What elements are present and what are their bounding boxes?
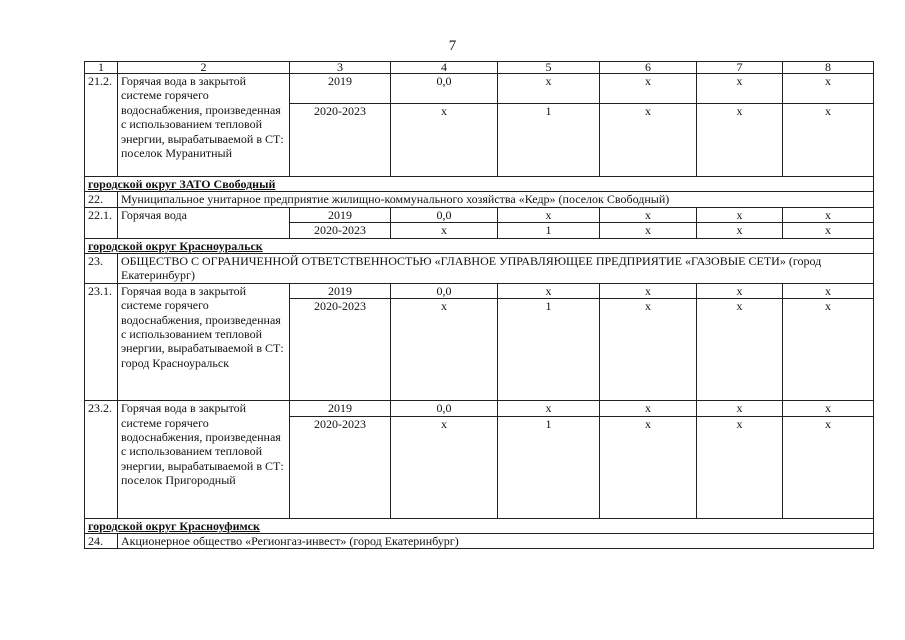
value-cell: 0,0 bbox=[391, 207, 498, 222]
row-number: 22. bbox=[85, 192, 118, 207]
value-cell: х bbox=[600, 283, 697, 298]
value-cell: х bbox=[600, 416, 697, 518]
period-cell: 2019 bbox=[290, 401, 391, 416]
service-description: Горячая вода в закрытой системе горячего водоснабжения, произведенная с использованием тепловой энергии, вырабатываемой в СТ: город Красноуральск bbox=[118, 283, 290, 400]
value-cell: 1 bbox=[498, 416, 600, 518]
value-cell: х bbox=[498, 74, 600, 104]
value-cell: х bbox=[697, 223, 783, 238]
org-row bbox=[85, 192, 874, 207]
row-number: 23.1. bbox=[85, 283, 118, 400]
period-cell: 2020-2023 bbox=[290, 104, 391, 177]
value-cell: х bbox=[697, 299, 783, 401]
value-cell: 1 bbox=[498, 223, 600, 238]
value-cell: х bbox=[697, 416, 783, 518]
row-number: 23. bbox=[85, 254, 118, 284]
section-row bbox=[85, 238, 874, 253]
value-cell: х bbox=[697, 207, 783, 222]
period-cell: 2019 bbox=[290, 207, 391, 222]
column-number-row bbox=[85, 62, 874, 74]
org-row bbox=[85, 534, 874, 549]
col-header-2: 2 bbox=[118, 62, 290, 74]
organization-name: Акционерное общество «Регионгаз-инвест» (город Екатеринбург) bbox=[118, 534, 874, 549]
period-cell: 2019 bbox=[290, 74, 391, 104]
value-cell: х bbox=[600, 207, 697, 222]
value-cell: х bbox=[391, 104, 498, 177]
value-cell: х bbox=[783, 416, 874, 518]
service-description: Горячая вода bbox=[118, 207, 290, 238]
section-title: городской округ Красноуфимск bbox=[85, 518, 874, 533]
service-description: Горячая вода в закрытой системе горячего водоснабжения, произведенная с использованием тепловой энергии, вырабатываемой в СТ: поселок Пригородный bbox=[118, 401, 290, 518]
org-row bbox=[85, 254, 874, 284]
table-row bbox=[85, 207, 874, 222]
value-cell: х bbox=[391, 223, 498, 238]
value-cell: х bbox=[697, 104, 783, 177]
organization-name: ОБЩЕСТВО С ОГРАНИЧЕННОЙ ОТВЕТСТВЕННОСТЬЮ «ГЛАВНОЕ УПРАВЛЯЮЩЕЕ ПРЕДПРИЯТИЕ «ГАЗОВЫЕ СЕТИ» (город Екатеринбург) bbox=[118, 254, 874, 284]
col-header-8: 8 bbox=[783, 62, 874, 74]
value-cell: х bbox=[697, 74, 783, 104]
col-header-7: 7 bbox=[697, 62, 783, 74]
section-row bbox=[85, 518, 874, 533]
value-cell: х bbox=[697, 283, 783, 298]
col-header-4: 4 bbox=[391, 62, 498, 74]
value-cell: х bbox=[391, 299, 498, 401]
section-row bbox=[85, 177, 874, 192]
col-header-1: 1 bbox=[85, 62, 118, 74]
value-cell: х bbox=[783, 223, 874, 238]
table-row bbox=[85, 74, 874, 104]
period-cell: 2020-2023 bbox=[290, 223, 391, 238]
value-cell: х bbox=[783, 104, 874, 177]
row-number: 23.2. bbox=[85, 401, 118, 518]
value-cell: х bbox=[783, 299, 874, 401]
value-cell: х bbox=[783, 283, 874, 298]
value-cell: 0,0 bbox=[391, 74, 498, 104]
value-cell: х bbox=[783, 401, 874, 416]
value-cell: х bbox=[498, 207, 600, 222]
service-description: Горячая вода в закрытой системе горячего водоснабжения, произведенная с использованием тепловой энергии, вырабатываемой в СТ: поселок Муранитный bbox=[118, 74, 290, 177]
value-cell: х bbox=[783, 74, 874, 104]
col-header-6: 6 bbox=[600, 62, 697, 74]
value-cell: х bbox=[600, 401, 697, 416]
section-title: городской округ ЗАТО Свободный bbox=[85, 177, 874, 192]
tariff-table bbox=[84, 61, 874, 549]
value-cell: 1 bbox=[498, 299, 600, 401]
row-number: 21.2. bbox=[85, 74, 118, 177]
value-cell: х bbox=[498, 283, 600, 298]
section-title: городской округ Красноуральск bbox=[85, 238, 874, 253]
col-header-3: 3 bbox=[290, 62, 391, 74]
value-cell: 1 bbox=[498, 104, 600, 177]
organization-name: Муниципальное унитарное предприятие жилищно-коммунального хозяйства «Кедр» (поселок Свободный) bbox=[118, 192, 874, 207]
value-cell: х bbox=[600, 74, 697, 104]
value-cell: х bbox=[600, 223, 697, 238]
period-cell: 2020-2023 bbox=[290, 299, 391, 401]
value-cell: х bbox=[498, 401, 600, 416]
value-cell: х bbox=[600, 104, 697, 177]
row-number: 24. bbox=[85, 534, 118, 549]
table-row bbox=[85, 283, 874, 298]
period-cell: 2019 bbox=[290, 283, 391, 298]
value-cell: х bbox=[697, 401, 783, 416]
period-cell: 2020-2023 bbox=[290, 416, 391, 518]
value-cell: х bbox=[783, 207, 874, 222]
value-cell: 0,0 bbox=[391, 283, 498, 298]
value-cell: х bbox=[600, 299, 697, 401]
value-cell: 0,0 bbox=[391, 401, 498, 416]
page-number: 7 bbox=[448, 38, 457, 54]
col-header-5: 5 bbox=[498, 62, 600, 74]
table-row bbox=[85, 401, 874, 416]
value-cell: х bbox=[391, 416, 498, 518]
row-number: 22.1. bbox=[85, 207, 118, 238]
